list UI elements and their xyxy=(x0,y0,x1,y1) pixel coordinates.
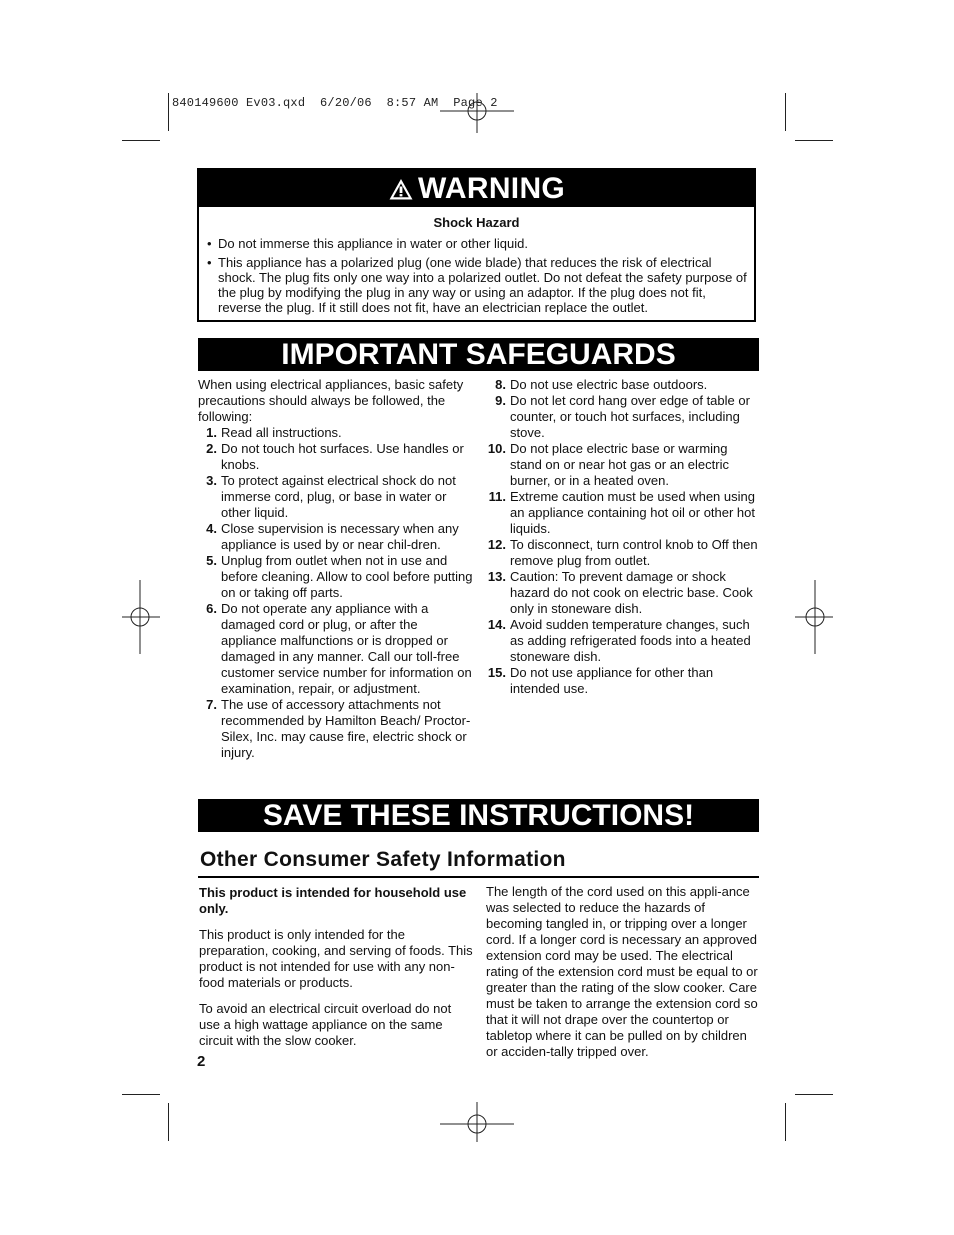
list-item: 13. Caution: To prevent damage or shock hazard do not cook on electric base. Cook only in stoneware dish. xyxy=(487,569,753,616)
registration-mark-icon xyxy=(122,580,160,654)
safeguards-left-column xyxy=(198,377,473,761)
safeguards-list-left xyxy=(198,425,473,761)
list-item: 11. Extreme caution must be used when using an appliance containing hot oil or other hot liquids. xyxy=(488,489,756,536)
safeguards-list-right xyxy=(486,377,758,697)
warning-triangle-icon xyxy=(388,177,414,201)
list-item: 5. Unplug from outlet when not in use and before cleaning. Allow to cool before putting on or taking off parts. xyxy=(206,553,473,600)
warning-subtitle: Shock Hazard xyxy=(433,215,520,230)
other-safety-heading: Other Consumer Safety Information xyxy=(200,848,566,871)
list-item: 15. Do not use appliance for other than intended use. xyxy=(487,665,714,696)
paragraph: This product is only intended for the preparation, cooking, and serving of foods. This product is not intended for use with any non-food materials or products. xyxy=(199,927,473,990)
heading-divider xyxy=(198,876,759,878)
list-item: 3. To protect against electrical shock do not immerse cord, plug, or base in water or other liquid. xyxy=(206,473,456,520)
warning-title: WARNING xyxy=(417,171,566,205)
list-item: 1. Read all instructions. xyxy=(206,425,342,440)
list-item: 2. Do not touch hot surfaces. Use handles or knobs. xyxy=(206,441,464,472)
list-item: 9. Do not let cord hang over edge of table or counter, or touch hot surfaces, including stove. xyxy=(495,393,750,440)
list-item: • This appliance has a polarized plug (one wide blade) that reduces the risk of electrical shock. The plug fits only one way into a polarized outlet. Do not defeat the safety purpose of the plug by modifying the plug in any way or using an adaptor. If the plug does not fit, reverse the plug. If it still does not fit, have an electrician replace the outlet. xyxy=(207,255,747,315)
registration-mark-icon xyxy=(440,93,514,133)
printer-slug: 840149600 Ev03.qxd 6/20/06 8:57 AM Page 2 xyxy=(172,96,498,110)
other-safety-left-column xyxy=(199,885,474,1059)
list-item: 12. To disconnect, turn control knob to Off then remove plug from outlet. xyxy=(487,537,758,568)
list-item: 7. The use of accessory attachments not recommended by Hamilton Beach/ Proctor-Silex, Inc. may cause fire, electric shock or injury. xyxy=(206,697,471,760)
safeguards-banner: IMPORTANT SAFEGUARDS xyxy=(198,338,759,371)
warning-box xyxy=(197,168,756,322)
registration-mark-icon xyxy=(440,1102,514,1142)
paragraph: The length of the cord used on this appli-ance was selected to reduce the hazards of becoming tangled in, or tripping over a longer cord. If a longer cord is necessary an approved extension cord may be used. The electrical rating of the extension cord must be equal to or greater than the rating of the slow cooker. Care must be taken to arrange the extension cord so that it will not drape over the countertop or tabletop where it can be pulled on by children or acciden-tally tripped over. xyxy=(486,884,758,1059)
list-item: • Do not immerse this appliance in water or other liquid. xyxy=(207,236,528,251)
other-safety-right-column xyxy=(486,884,759,1070)
household-use-note: This product is intended for household use only. xyxy=(199,885,467,916)
list-item: 8. Do not use electric base outdoors. xyxy=(495,377,708,392)
list-item: 14. Avoid sudden temperature changes, such as adding refrigerated foods into a heated stoneware dish. xyxy=(487,617,751,664)
registration-mark-icon xyxy=(795,580,833,654)
list-item: 10. Do not place electric base or warming stand on or near hot gas or an electric burner, or in a heated oven. xyxy=(487,441,729,488)
list-item: 6. Do not operate any appliance with a damaged cord or plug, or after the appliance malfunctions or is dropped or damaged in any manner. Call our toll-free customer service number for information on examination, repair, or adjustment. xyxy=(206,601,472,696)
safeguards-right-column xyxy=(486,377,758,697)
page-number: 2 xyxy=(197,1053,206,1070)
safeguards-intro: When using electrical appliances, basic safety precautions should always be followed, the following: xyxy=(198,377,464,424)
warning-header xyxy=(199,170,754,207)
warning-bullets xyxy=(199,236,754,315)
list-item: 4. Close supervision is necessary when any appliance is used by or near chil-dren. xyxy=(206,521,459,552)
save-instructions-banner: SAVE THESE INSTRUCTIONS! xyxy=(198,799,759,832)
paragraph: To avoid an electrical circuit overload do not use a high wattage appliance on the same circuit with the slow cooker. xyxy=(199,1001,452,1048)
